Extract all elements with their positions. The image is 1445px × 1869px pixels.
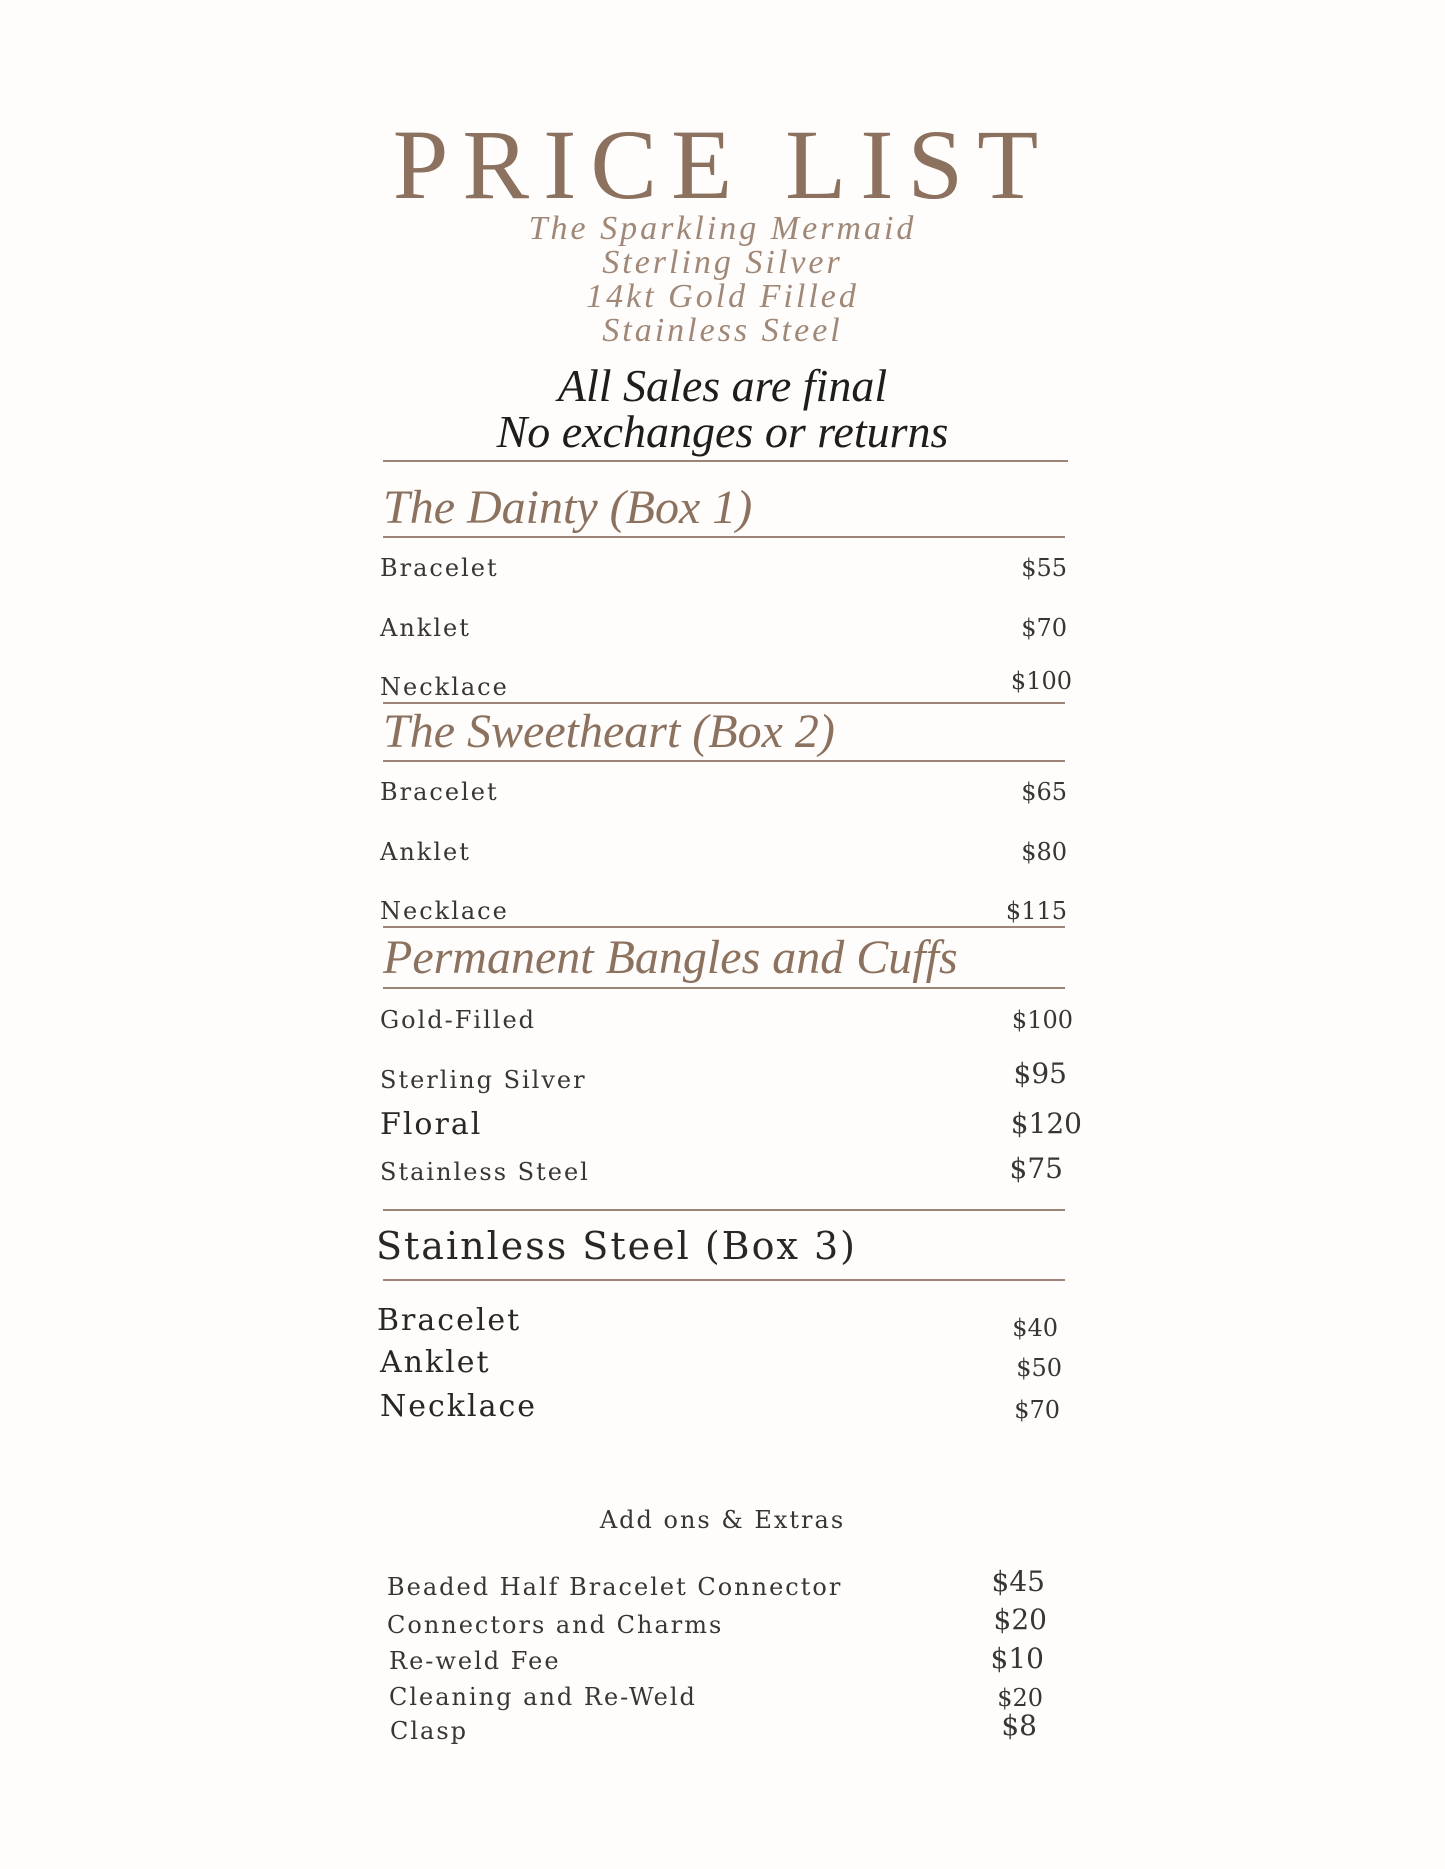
item-price: $65 [1021, 778, 1067, 806]
no-returns-notice: No exchanges or returns [496, 406, 949, 457]
addon-price: $10 [990, 1642, 1044, 1675]
item-label: Gold-Filled [380, 1006, 537, 1034]
divider [383, 536, 1065, 538]
page-title: PRICE LIST [392, 109, 1053, 220]
divider [383, 760, 1065, 762]
item-label: Bracelet [380, 778, 499, 806]
item-price: $95 [1013, 1057, 1067, 1090]
item-label: Necklace [380, 673, 509, 701]
item-label: Necklace [380, 1389, 538, 1424]
addon-label: Connectors and Charms [387, 1611, 724, 1639]
item-price: $120 [1010, 1107, 1082, 1140]
item-label: Sterling Silver [380, 1066, 587, 1094]
item-price: $115 [1005, 897, 1067, 925]
addon-price: $45 [991, 1565, 1045, 1598]
item-price: $80 [1021, 838, 1067, 866]
divider [383, 702, 1065, 704]
item-label: Anklet [380, 1345, 491, 1380]
divider [383, 1279, 1065, 1281]
item-price: $70 [1021, 614, 1067, 642]
item-price: $70 [1014, 1396, 1060, 1424]
addon-price: $8 [1001, 1709, 1037, 1742]
divider [383, 1209, 1065, 1211]
item-price: $40 [1012, 1314, 1058, 1342]
item-label: Anklet [380, 838, 471, 866]
item-label: Bracelet [380, 554, 499, 582]
addon-label: Cleaning and Re-Weld [389, 1683, 697, 1711]
addons-title: Add ons & Extras [599, 1506, 846, 1534]
section-title-stainless: Stainless Steel (Box 3) [376, 1224, 857, 1268]
item-price: $50 [1016, 1354, 1062, 1382]
section-title-bangles: Permanent Bangles and Cuffs [383, 931, 958, 984]
item-label: Bracelet [377, 1303, 522, 1338]
addon-label: Beaded Half Bracelet Connector [387, 1573, 843, 1601]
item-price: $100 [1011, 1006, 1073, 1034]
sales-final-notice: All Sales are final [557, 360, 888, 411]
material-line-silver: Sterling Silver [602, 244, 843, 281]
material-line-gold: 14kt Gold Filled [586, 278, 859, 315]
divider [383, 460, 1068, 462]
material-line-steel: Stainless Steel [602, 312, 843, 349]
brand-name: The Sparkling Mermaid [528, 210, 917, 247]
item-price: $55 [1021, 554, 1067, 582]
item-label: Stainless Steel [380, 1158, 590, 1186]
addon-price: $20 [997, 1684, 1043, 1712]
item-label: Floral [380, 1107, 483, 1142]
addon-price: $20 [993, 1603, 1047, 1636]
addon-label: Clasp [390, 1717, 469, 1745]
item-label: Anklet [380, 614, 471, 642]
item-price: $100 [1010, 667, 1072, 695]
divider [383, 987, 1065, 989]
section-title-sweetheart: The Sweetheart (Box 2) [383, 705, 835, 758]
item-label: Necklace [380, 897, 509, 925]
addon-label: Re-weld Fee [389, 1647, 561, 1675]
divider [383, 926, 1065, 928]
section-title-dainty: The Dainty (Box 1) [383, 481, 753, 534]
item-price: $75 [1009, 1152, 1063, 1185]
